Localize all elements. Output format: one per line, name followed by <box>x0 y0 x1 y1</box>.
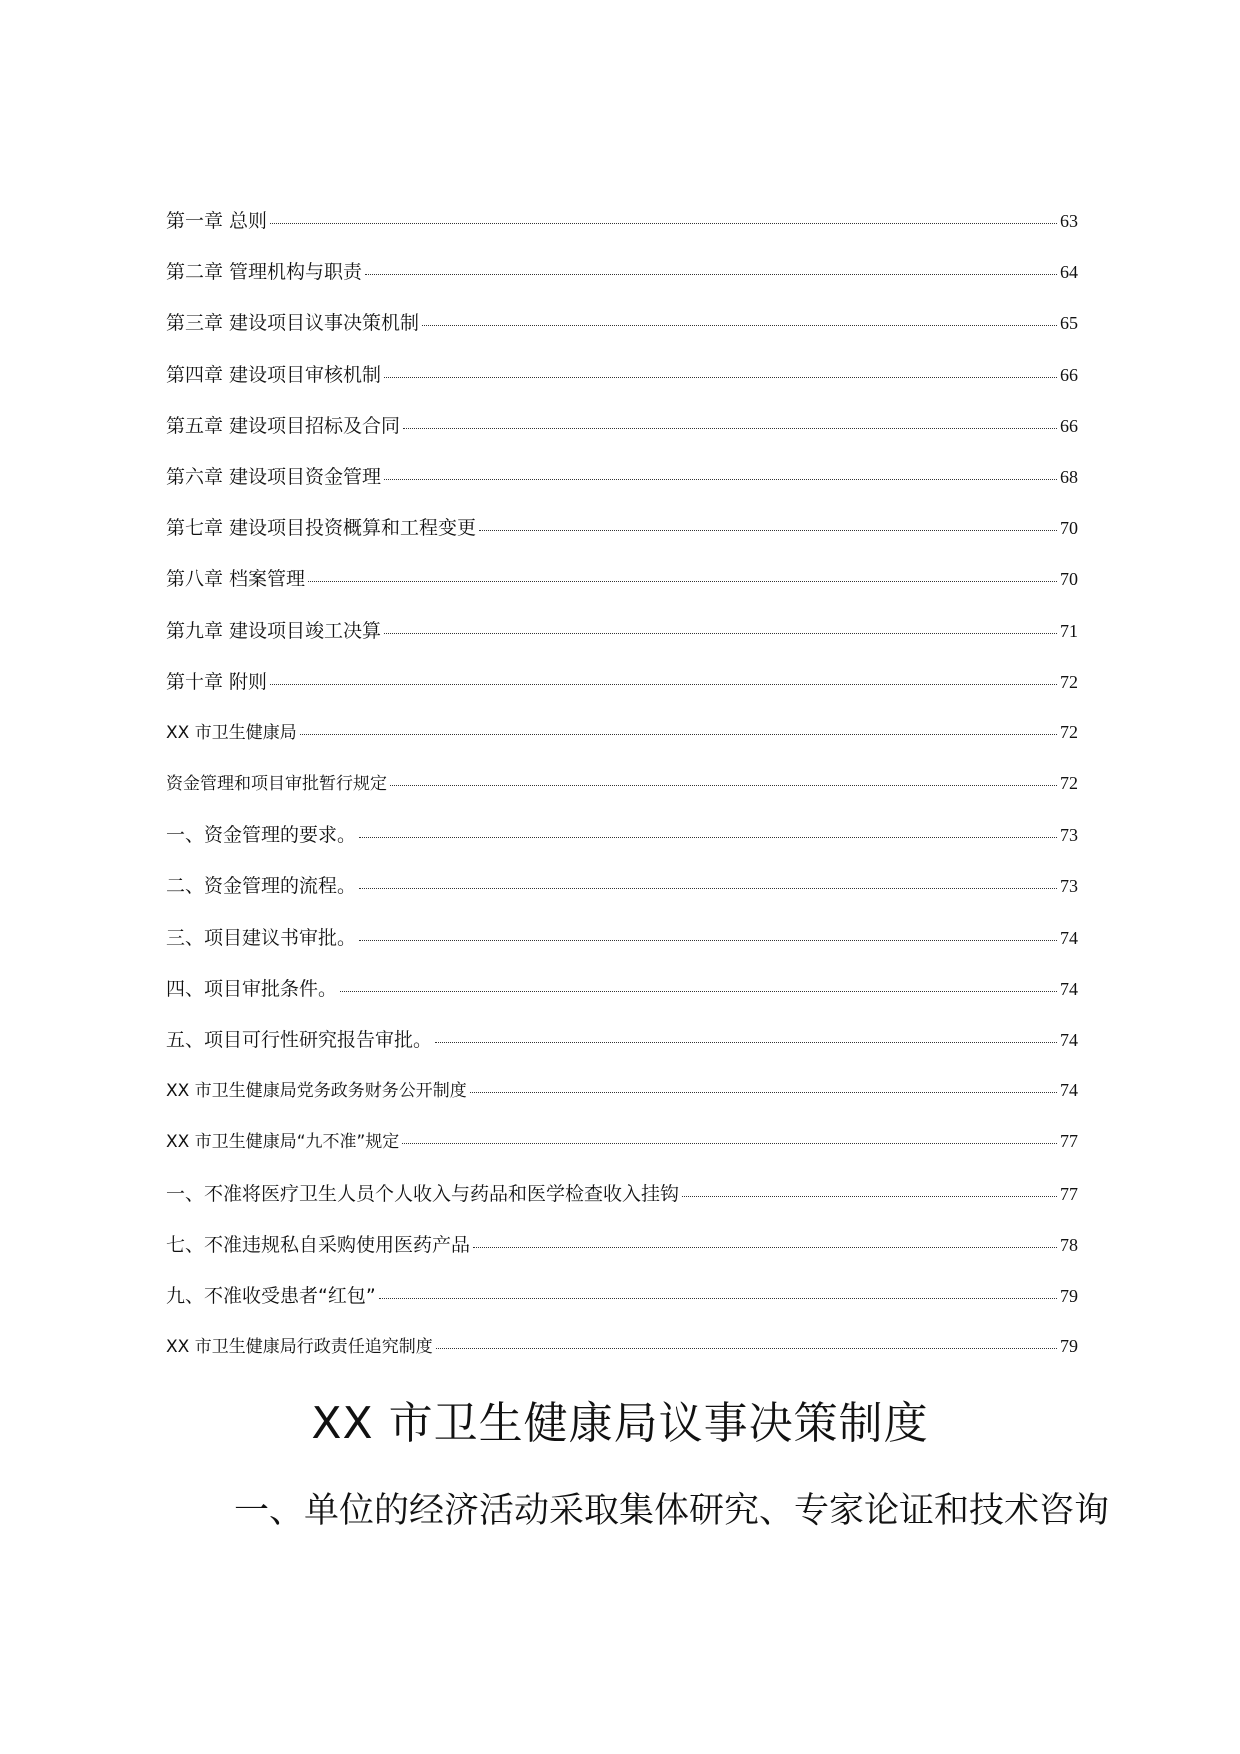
toc-page-number: 79 <box>1060 1336 1078 1357</box>
toc-entry-label: 第八章 档案管理 <box>166 568 306 591</box>
toc-page-number: 66 <box>1060 364 1078 385</box>
table-of-contents <box>166 206 1078 1383</box>
toc-entry-label: 三、项目建议书审批。 <box>166 926 357 949</box>
toc-entry-label: 第一章 总则 <box>166 210 268 232</box>
toc-leader-dots <box>308 581 1057 582</box>
toc-entry-label: 四、项目审批条件。 <box>166 977 338 1000</box>
toc-page-number: 66 <box>1060 415 1078 436</box>
toc-leader-dots <box>422 325 1057 326</box>
toc-page-number: 79 <box>1060 1285 1078 1306</box>
toc-page-number: 77 <box>1060 1131 1078 1152</box>
toc-page-number: 64 <box>1060 262 1078 283</box>
toc-page-number: 74 <box>1060 978 1078 999</box>
toc-entry[interactable] <box>166 308 1078 359</box>
toc-page-number: 72 <box>1060 721 1078 742</box>
toc-page-number: 78 <box>1060 1234 1078 1255</box>
toc-page-number: 72 <box>1060 671 1078 692</box>
toc-entry[interactable] <box>166 667 1078 718</box>
toc-entry-label: 五、项目可行性研究报告审批。 <box>166 1029 433 1051</box>
toc-leader-dots <box>270 223 1057 224</box>
toc-entry-label: 九、不准收受患者“红包” <box>166 1284 376 1307</box>
toc-leader-dots <box>479 530 1057 531</box>
toc-entry-label: 一、不准将医疗卫生人员个人收入与药品和医学检查收入挂钩 <box>166 1182 680 1205</box>
toc-entry-label: 一、资金管理的要求。 <box>166 824 357 847</box>
toc-page-number: 74 <box>1060 1030 1078 1050</box>
toc-leader-dots <box>359 940 1057 941</box>
toc-page-number: 70 <box>1060 569 1078 590</box>
toc-entry[interactable] <box>166 820 1078 871</box>
toc-entry[interactable] <box>166 616 1078 667</box>
toc-entry[interactable] <box>166 1179 1078 1230</box>
toc-entry-label: 第十章 附则 <box>166 670 268 693</box>
toc-leader-dots <box>340 991 1057 992</box>
toc-leader-dots <box>270 684 1057 685</box>
toc-entry-label: 第二章 管理机构与职责 <box>166 261 363 284</box>
toc-leader-dots <box>300 734 1057 735</box>
toc-leader-dots <box>384 479 1057 480</box>
toc-leader-dots <box>436 1348 1057 1349</box>
toc-entry-label: 第七章 建设项目投资概算和工程变更 <box>166 517 477 540</box>
toc-page-number: 70 <box>1060 518 1078 539</box>
toc-entry[interactable] <box>166 1127 1078 1178</box>
toc-entry-label: 资金管理和项目审批暂行规定 <box>166 774 387 795</box>
toc-leader-dots <box>682 1196 1057 1197</box>
toc-entry-label: 二、资金管理的流程。 <box>166 875 357 898</box>
toc-entry[interactable] <box>166 411 1078 462</box>
toc-leader-dots <box>384 377 1057 378</box>
toc-entry[interactable] <box>166 769 1078 820</box>
toc-entry-label: XX 市卫生健康局党务政务财务公开制度 <box>166 1081 467 1102</box>
toc-entry[interactable] <box>166 1281 1078 1332</box>
toc-entry-label: XX 市卫生健康局 <box>166 722 297 743</box>
toc-leader-dots <box>365 274 1057 275</box>
toc-page-number: 63 <box>1060 211 1078 231</box>
section-heading: 一、单位的经济活动采取集体研究、专家论证和技术咨询 <box>234 1491 1110 1531</box>
toc-entry-label: XX 市卫生健康局“九不准”规定 <box>166 1132 400 1153</box>
toc-entry-label: 第六章 建设项目资金管理 <box>166 465 382 488</box>
toc-entry-label: 第五章 建设项目招标及合同 <box>166 414 401 437</box>
toc-entry-label: XX 市卫生健康局行政责任追究制度 <box>166 1337 433 1358</box>
toc-entry[interactable] <box>166 513 1078 564</box>
document-title: XX 市卫生健康局议事决策制度 <box>311 1398 929 1449</box>
toc-entry[interactable] <box>166 1025 1078 1076</box>
toc-entry[interactable] <box>166 974 1078 1025</box>
toc-entry[interactable] <box>166 718 1078 769</box>
toc-entry-label: 第四章 建设项目审核机制 <box>166 363 382 386</box>
toc-page-number: 74 <box>1060 1080 1078 1101</box>
toc-entry[interactable] <box>166 871 1078 922</box>
toc-entry[interactable] <box>166 1332 1078 1383</box>
toc-leader-dots <box>435 1042 1057 1043</box>
toc-page-number: 74 <box>1060 927 1078 948</box>
toc-entry[interactable] <box>166 206 1078 257</box>
toc-entry-label: 第九章 建设项目竣工决算 <box>166 619 382 642</box>
toc-page-number: 72 <box>1060 773 1078 794</box>
toc-page-number: 77 <box>1060 1183 1078 1204</box>
toc-entry[interactable] <box>166 1076 1078 1127</box>
toc-leader-dots <box>359 888 1057 889</box>
toc-entry[interactable] <box>166 462 1078 513</box>
toc-leader-dots <box>473 1247 1057 1248</box>
toc-page-number: 73 <box>1060 825 1078 846</box>
toc-entry-label: 第三章 建设项目议事决策机制 <box>166 312 420 335</box>
toc-leader-dots <box>402 1143 1057 1144</box>
toc-entry[interactable] <box>166 257 1078 308</box>
toc-entry[interactable] <box>166 360 1078 411</box>
toc-leader-dots <box>390 785 1057 786</box>
toc-leader-dots <box>379 1298 1057 1299</box>
toc-entry[interactable] <box>166 564 1078 615</box>
toc-leader-dots <box>403 428 1057 429</box>
toc-leader-dots <box>470 1092 1057 1093</box>
toc-entry[interactable] <box>166 923 1078 974</box>
toc-page-number: 68 <box>1060 466 1078 487</box>
toc-entry-label: 七、不准违规私自采购使用医药产品 <box>166 1233 471 1256</box>
toc-leader-dots <box>384 633 1057 634</box>
toc-leader-dots <box>359 837 1057 838</box>
toc-entry[interactable] <box>166 1230 1078 1281</box>
toc-page-number: 71 <box>1060 620 1078 641</box>
toc-page-number: 65 <box>1060 313 1078 334</box>
toc-page-number: 73 <box>1060 876 1078 897</box>
